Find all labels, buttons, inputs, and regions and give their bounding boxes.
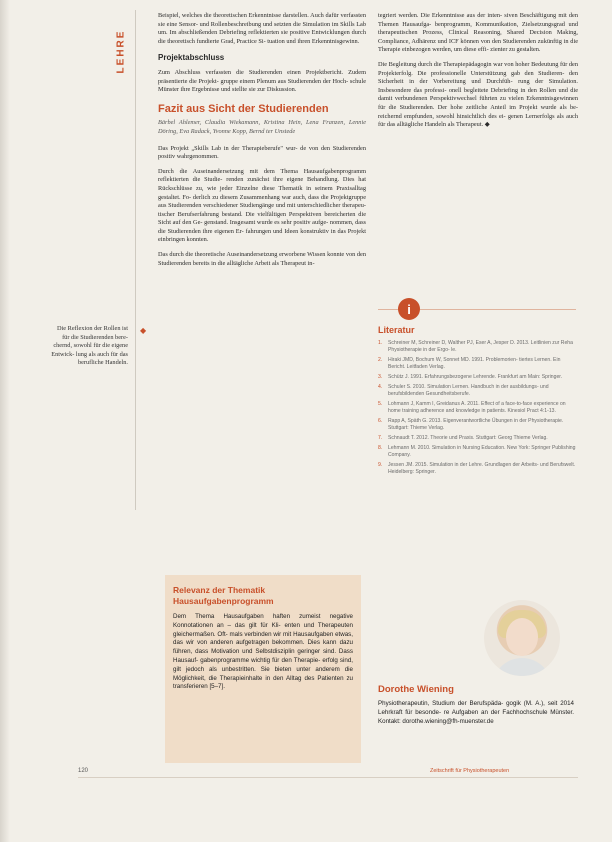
literature-item-number: 3. bbox=[378, 374, 383, 380]
relevance-box bbox=[165, 575, 361, 763]
literature-item-number: 6. bbox=[378, 418, 383, 424]
literature-item-number: 5. bbox=[378, 401, 383, 407]
fazit-paragraph-1: Das Projekt „Skills Lab in der Therapieberufe" wur- de von den Studierenden positiv wahrgenommen. bbox=[158, 144, 366, 161]
literature-item bbox=[378, 340, 576, 354]
literature-item bbox=[378, 418, 576, 432]
right-paragraph-2: Die Begleitung durch die Therapiepädagogin war von hoher Bedeutung für den Projekterfolg. Die professionelle Unterstützung gab den Studieren- den Sicherheit in der Vorbereitung und Durchfüh- rung der Simulation. Insbesondere das professi- onell begleitete Debriefing in den Rollen und die damit verbundenen Perspektivwechsel führten zu vielen Erkenntnisgewinnen für die Studierenden. Der hohe zeitliche Anteil im Projekt wurde als be- reichernd empfunden, sowohl hinsichtlich des ei- genen Lernerfolgs als auch für das alltägliche Handeln als Therapeut. ◆ bbox=[378, 60, 578, 129]
literature-item-number: 7. bbox=[378, 435, 383, 441]
literature-item bbox=[378, 374, 576, 381]
literature-item-text: Lohmann J, Kamm I, Greidanus A. 2011. Effect of a face-to-face experience on home training adherence and knowledge in patients. Kinesiol Pract 4:1-13. bbox=[388, 401, 566, 414]
sidenote-marker-icon: ◆ bbox=[140, 326, 147, 335]
literature-item-text: Schuler S. 2010. Simulation Lernen. Handbuch in der ausbildungs- und berufsbildenden Gesundheitsberufe. bbox=[388, 384, 549, 397]
footer-divider bbox=[78, 777, 578, 778]
fazit-paragraph-2: Durch die Auseinandersetzung mit dem Thema Hausaufgabenprogramm reflektierten die Studie- renden zunächst ihre eigene Behandlung. Dies hat Rückschlüsse zu, wie jeder Einzelne diese Thematik in seinem Praxisalltag gestaltet. Fo- derlich zu diesem Zusammenhang war auch, dass die Projektgruppe aus Studierenden verschiedener Studiengänge und mit unterschiedlicher therapeu- tischer Berufserfahrung bestand. Die vielfältigen Perspektiven bereicherten die Sicht auf den Ge- genstand. Insgesamt wurde es sehr positiv aufge- nommen, dass die Studierenden ihre eigenen Er- fahrungen und Ideen konstruktiv in das Projekt einbringen konnten. bbox=[158, 167, 366, 244]
literature-item bbox=[378, 462, 576, 476]
literature-item-text: Hiraki JMD, Bochum W, Sonnet MD. 1991. Problemorien- tiertes Lernen. Ein Bericht. Leitfaden Verlag. bbox=[388, 357, 561, 370]
literature-item-number: 2. bbox=[378, 357, 383, 363]
literature-item-text: Schreiner M, Schreiner D, Walther PJ, Eser A, Jesper D. 2013. Leitlinien zur Reha Physiotherapie in der Ergo- le. bbox=[388, 340, 573, 353]
relevance-box-title: Relevanz der Thematik Hausaufgabenprogramm bbox=[173, 585, 274, 606]
author-bio: Physiotherapeutin, Studium der Berufspäda- gogik (M. A.), seit 2014 Lehrkraft für besonde- re Aufgaben an der Fachhochschule Münster. Kontakt: dorothe.wiening@fh-muenster.de bbox=[378, 700, 574, 725]
relevance-box-text: Dem Thema Hausaufgaben haften zumeist negative Konnotationen an – das gilt für Kli- enten und Therapeuten gleichermaßen. Oft- mals verbinden wir mit Hausaufgaben etwas, das wir von anderen aufgetragen bekommen. Dies kann dazu führen, dass Motivation und Selbstdisziplin geringer sind. Dass Hausauf- gabenprogramme wichtig für den Therapie- erfolg sind, gilt jedoch als unbestritten. Sie bieten unter anderem die Möglichkeit, die Therapieinhalte in den Alltag des Patienten zu transferieren [5–7]. bbox=[173, 613, 353, 691]
literature-item-number: 9. bbox=[378, 462, 383, 468]
fazit-paragraph-3: Das durch die theoretische Auseinandersetzung erworbene Wissen konnte von den Studierenden bereits in die alltägliche Arbeit als Therapeut in- bbox=[158, 251, 366, 267]
section-tag: LEHRE bbox=[115, 29, 127, 73]
left-column bbox=[158, 12, 366, 274]
literature-title: Literatur bbox=[378, 325, 415, 335]
authors-line: Bärbel Ahlemer, Claudia Wiekamann, Kristina Hein, Lena Franzen, Lennie Döring, Eva Radack, Yvonne Kopp, Bernd ter Unstede bbox=[158, 119, 366, 135]
column-divider bbox=[135, 10, 136, 510]
literature-item bbox=[378, 384, 576, 398]
literature-item bbox=[378, 401, 576, 415]
literature-item bbox=[378, 357, 576, 371]
literature-item-text: Lehmann M. 2010. Simulation in Nursing Education. New York: Springer Publishing Company. bbox=[388, 445, 576, 458]
literature-item-number: 8. bbox=[378, 445, 383, 451]
project-end-paragraph: Zum Abschluss verfassten die Studierenden einen Projektbericht. Zudem präsentierte die Projekt- gruppe einem Plenum aus Studierenden der Hoch- schule Münster ihre Ergebnisse und stellte sie zur Diskussion. bbox=[158, 68, 366, 94]
literature-item-number: 1. bbox=[378, 340, 383, 346]
literature-item-text: Schnaudt T. 2012. Theorie und Praxis. Stuttgart: Georg Thieme Verlag. bbox=[388, 435, 548, 441]
literature-item-text: Rapp A, Späth G. 2013. Eigenverantwortliche Übungen in der Physiotherapie. Stuttgart: Thieme Verlag. bbox=[388, 418, 564, 431]
right-column bbox=[378, 12, 578, 136]
subhead-project-end: Projektabschluss bbox=[158, 53, 225, 63]
literature-item-number: 4. bbox=[378, 384, 383, 390]
page-edge-shadow bbox=[0, 0, 10, 842]
literature-item bbox=[378, 435, 576, 442]
journal-name: Zeitschrift für Physiotherapeuten bbox=[430, 768, 510, 774]
literature-item-text: Schütz J. 1991. Erfahrungsbezogene Lehrende. Frankfurt am Main: Springer. bbox=[388, 374, 563, 380]
author-photo bbox=[484, 600, 560, 676]
right-paragraph-1: tegriert werden. Die Erkenntnisse aus der inten- siven Beschäftigung mit den Themen Hausaufga- benprogramm, Kommunikation, Zielsetzungsgrad und therapeutischen Prozess, Clinical Reasoning, Shared Decision Making, Compliance, Adhärenz und ICF können von den Studierenden zukünftig in die Therapie einbezogen werden, um diese effi- zienter zu gestalten. bbox=[378, 12, 578, 54]
page-number: 120 bbox=[78, 768, 89, 774]
literature-list bbox=[378, 340, 576, 479]
sidenote: Die Reflexion der Rollen ist für die Studierenden bere- chernd, sowohl für die eigene Entwick- lung als auch für das berufliche Handeln. bbox=[51, 325, 128, 367]
author-name: Dorothe Wiening bbox=[378, 684, 454, 695]
literature-item bbox=[378, 445, 576, 459]
headline-fazit: Fazit aus Sicht der Studierenden bbox=[158, 102, 329, 115]
info-icon: i bbox=[398, 298, 420, 320]
literature-item-text: Jessen JM. 2015. Simulation in der Lehre. Grundlagen der Arbeits- und Berufswelt. Heidelberg: Springer. bbox=[388, 462, 576, 475]
intro-paragraph: Beispiel, welches die theoretischen Erkenntnisse darstellen. Auch dafür verfassten sie eine Sensor- und Rollenbeschreibung und setzten die Simulation im Skills Lab um. Im abschließenden Debriefing reflektierten sie positive Entwicklungen durch die theoretisch fundierte Grad, Practice Si- tuation und ihren Erkenntnisgewinn. bbox=[158, 12, 366, 45]
